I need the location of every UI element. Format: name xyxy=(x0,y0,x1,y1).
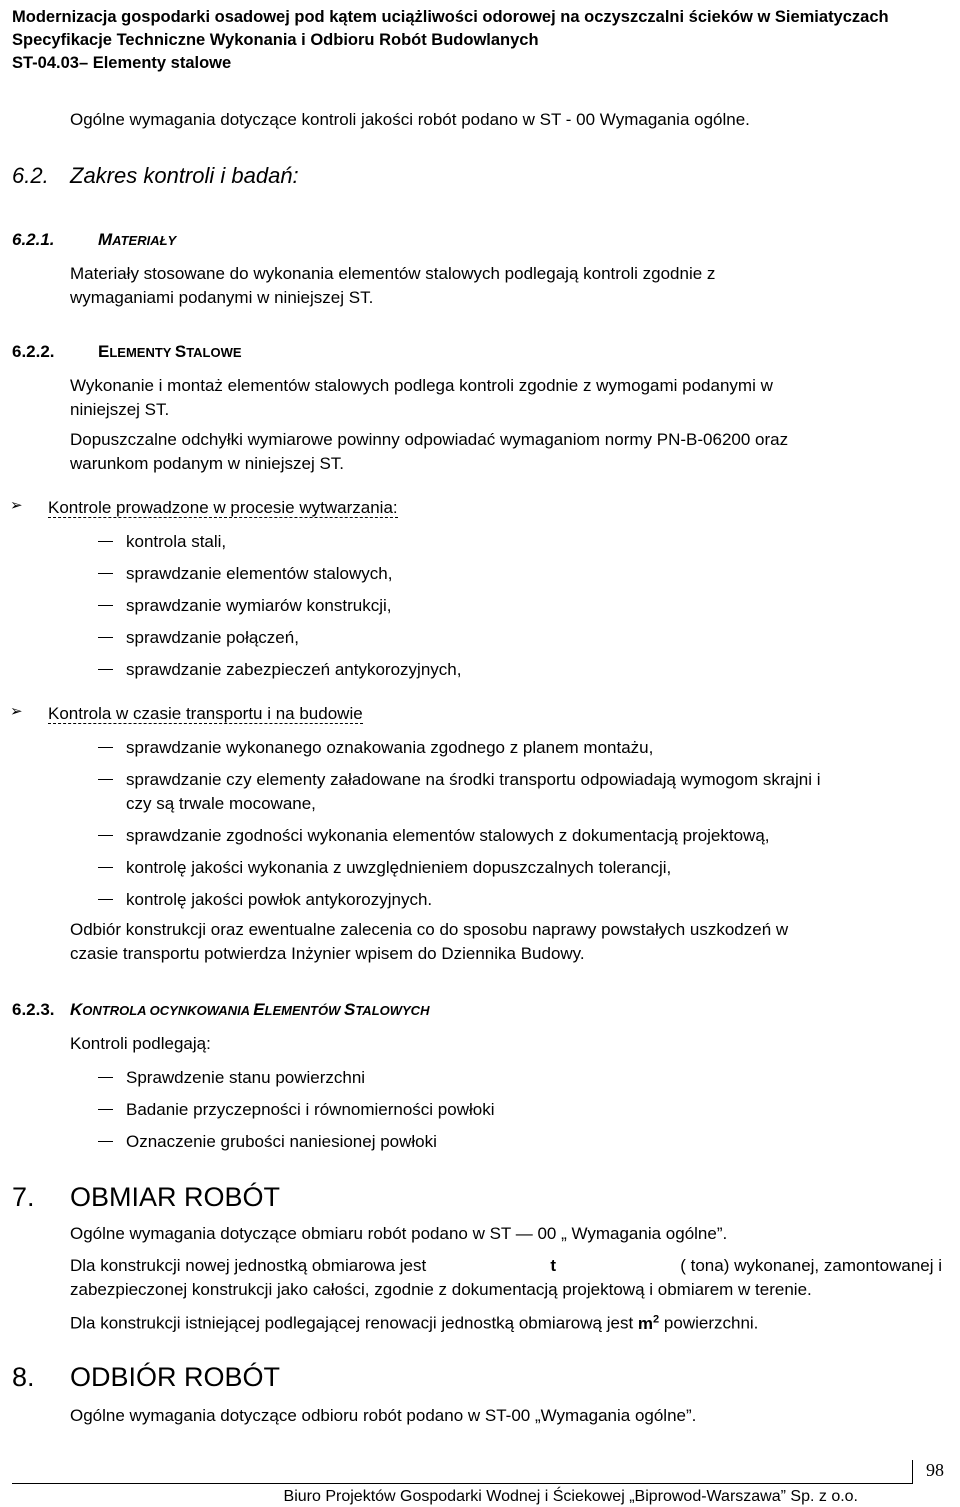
acceptance-general-p: Ogólne wymagania dotyczące odbioru robót podano w ST-00 „Wymagania ogólne”. xyxy=(70,1406,697,1425)
bullet-production-controls-text: Kontrole prowadzone w procesie wytwarzania: xyxy=(48,498,398,517)
title-part: TALOWYCH xyxy=(355,1003,430,1018)
bullet-production-controls xyxy=(48,496,398,519)
title-part: S xyxy=(343,1000,356,1019)
list-item-text: sprawdzanie czy elementy załadowane na środki transportu odpowiadają wymogom skrajni i xyxy=(126,770,821,789)
footer-rule xyxy=(12,1483,912,1484)
measurement-p1: Ogólne wymagania dotyczące obmiaru robót podano w ST — 00 „ Wymagania ogólne”. xyxy=(70,1224,728,1243)
section-6-2-2-number: 6.2.2. xyxy=(12,342,55,361)
bullet-transport-controls-text: Kontrola w czasie transportu i na budowie xyxy=(48,704,363,723)
section-6-2-1-number: 6.2.1. xyxy=(12,230,55,249)
materials-line-1: Materiały stosowane do wykonania elementów stalowych podlegają kontroli zgodnie z xyxy=(70,264,716,283)
list-item-continuation: czy są trwale mocowane, xyxy=(126,794,316,813)
elements-p2-line2: warunkom podanym w niniejszej ST. xyxy=(70,454,345,473)
measurement-unit-m2 xyxy=(638,1314,659,1333)
measurement-p2-line2: zabezpieczonej konstrukcji jako całości, zgodnie z dokumentacją projektową i obmiarem w terenie. xyxy=(70,1280,812,1299)
title-rest-1: LEMENTY xyxy=(109,345,175,360)
list-item-text: kontrolę jakości wykonania z uwzględnieniem dopuszczalnych tolerancji, xyxy=(126,858,672,877)
section-7-number: 7. xyxy=(12,1182,35,1212)
title-rest-2: TALOWE xyxy=(186,345,242,360)
acceptance-line-1: Odbiór konstrukcji oraz ewentualne zalecenia co do sposobu naprawy powstałych uszkodzeń w xyxy=(70,920,789,939)
list-item-text: Oznaczenie grubości naniesionej powłoki xyxy=(126,1132,437,1151)
header-section-title: ST-04.03– Elementy stalowe xyxy=(12,54,232,72)
title-part: LEMENTÓW xyxy=(264,1003,344,1018)
section-6-2-1-title xyxy=(98,230,176,250)
arrow-bullet-icon: ➢ xyxy=(10,703,23,720)
section-8-number: 8. xyxy=(12,1362,35,1392)
elements-p1-line1: Wykonanie i montaż elementów stalowych podlega kontroli zgodnie z wymogami podanymi w xyxy=(70,376,773,395)
header-project-title: Modernizacja gospodarki osadowej pod kątem uciążliwości odorowej na oczyszczalni ścieków w Siemiatyczach xyxy=(12,8,889,26)
unit-exponent: 2 xyxy=(653,1313,660,1325)
list-item-text: kontrola stali, xyxy=(126,532,227,551)
list-item-text: kontrolę jakości powłok antykorozyjnych. xyxy=(126,890,433,909)
header-spec-title: Specyfikacje Techniczne Wykonania i Odbioru Robót Budowlanych xyxy=(12,31,539,49)
unit-m: m xyxy=(637,1313,654,1333)
title-rest: ATERIAŁY xyxy=(112,233,177,248)
section-6-2-number: 6.2. xyxy=(12,163,49,188)
bullet-transport-controls xyxy=(48,702,363,725)
measurement-p3-text: Dla konstrukcji istniejącej podlegającej renowacji jednostką obmiarową jest xyxy=(70,1313,634,1333)
measurement-p2-line1 xyxy=(70,1254,942,1277)
section-8-title: ODBIÓR ROBÓT xyxy=(70,1362,281,1392)
materials-line-2: wymaganiami podanymi w niniejszej ST. xyxy=(70,288,374,307)
list-item-text: Badanie przyczepności i równomierności powłoki xyxy=(126,1100,495,1119)
page-number-divider xyxy=(912,1460,913,1484)
section-6-2-title: Zakres kontroli i badań: xyxy=(70,163,299,188)
measurement-unit-t: t xyxy=(550,1256,557,1275)
section-6-2-2-title xyxy=(98,342,242,362)
list-item-text: sprawdzanie wymiarów konstrukcji, xyxy=(126,596,392,615)
footer-company: Biuro Projektów Gospodarki Wodnej i Ściekowej „Biprowod-Warszawa” Sp. z o.o. xyxy=(283,1488,858,1505)
intro-paragraph: Ogólne wymagania dotyczące kontroli jakości robót podano w ST - 00 Wymagania ogólne. xyxy=(70,110,750,129)
measurement-p2-text-a: Dla konstrukcji nowej jednostką obmiarowa jest xyxy=(70,1256,427,1275)
elements-p2-line1: Dopuszczalne odchyłki wymiarowe powinny odpowiadać wymaganiom normy PN-B-06200 oraz xyxy=(70,430,789,449)
list-item-text: sprawdzanie zabezpieczeń antykorozyjnych, xyxy=(126,660,462,679)
title-part: ONTROLA OCYNKOWANIA xyxy=(82,1003,254,1018)
title-initial-1: E xyxy=(98,342,110,361)
list-item-text: sprawdzanie elementów stalowych, xyxy=(126,564,393,583)
document-header xyxy=(12,6,889,75)
section-6-2-3-title xyxy=(70,1000,429,1020)
section-7-title: OBMIAR ROBÓT xyxy=(70,1182,281,1212)
section-6-2-3-number: 6.2.3. xyxy=(12,1000,55,1019)
title-part: K xyxy=(70,1000,83,1019)
title-initial: M xyxy=(98,230,113,249)
list-item-text: sprawdzanie zgodności wykonania elementów stalowych z dokumentacją projektową, xyxy=(126,826,770,845)
page-number: 98 xyxy=(926,1460,944,1480)
galvanizing-intro: Kontroli podlegają: xyxy=(70,1034,211,1053)
elements-p1-line2: niniejszej ST. xyxy=(70,400,170,419)
title-part: E xyxy=(253,1000,265,1019)
measurement-p3 xyxy=(70,1308,758,1335)
title-initial-2: S xyxy=(174,342,187,361)
list-item-text: sprawdzanie wykonanego oznakowania zgodnego z planem montażu, xyxy=(126,738,654,757)
list-item-text: Sprawdzenie stanu powierzchni xyxy=(126,1068,366,1087)
list-item-text: sprawdzanie połączeń, xyxy=(126,628,299,647)
measurement-p2-text-c: ( tona) wykonanej, zamontowanej i xyxy=(680,1256,942,1275)
arrow-bullet-icon: ➢ xyxy=(10,497,23,514)
measurement-p3-text-end: powierzchni. xyxy=(663,1313,759,1333)
acceptance-line-2: czasie transportu potwierdza Inżynier wpisem do Dziennika Budowy. xyxy=(70,944,585,963)
